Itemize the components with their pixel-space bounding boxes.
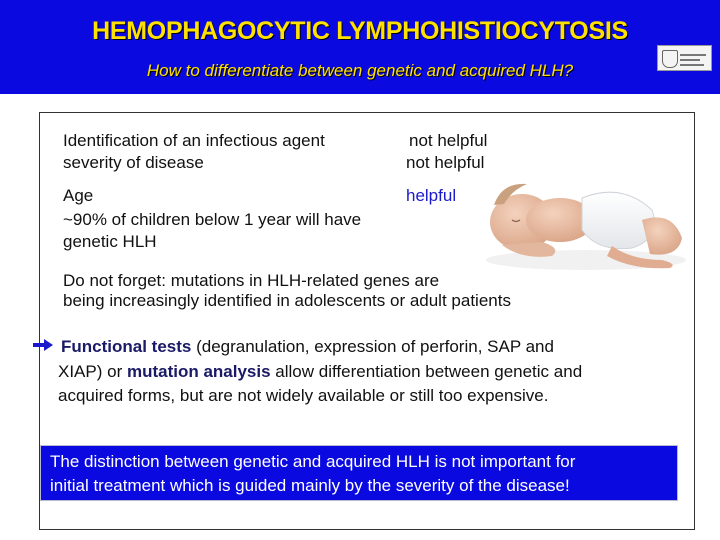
arrow-right-icon bbox=[33, 339, 53, 351]
tests-text: (degranulation, expression of perforin, SAP and bbox=[191, 337, 554, 356]
slide-title: HEMOPHAGOCYTIC LYMPHOHISTIOCYTOSIS bbox=[92, 17, 628, 45]
criterion-label: Age bbox=[63, 186, 94, 205]
tests-line-3: acquired forms, but are not widely available or still too expensive. bbox=[58, 386, 549, 405]
functional-tests-term: Functional tests bbox=[61, 337, 192, 356]
age-note-line: ~90% of children below 1 year will have bbox=[63, 210, 362, 229]
criterion-verdict: not helpful bbox=[409, 131, 488, 150]
callout-line: The distinction between genetic and acquired HLH is not important for bbox=[50, 452, 576, 471]
sleeping-baby-photo bbox=[482, 160, 690, 272]
criterion-verdict: not helpful bbox=[406, 153, 485, 172]
criterion-label: Identification of an infectious agent bbox=[63, 131, 325, 150]
tests-text: allow differentiation between genetic and bbox=[270, 362, 583, 381]
reminder-line: Do not forget: mutations in HLH-related genes are bbox=[63, 271, 440, 290]
callout-line: initial treatment which is guided mainly by the severity of the disease! bbox=[50, 476, 570, 495]
tests-line-2 bbox=[58, 361, 582, 383]
reminder-line: being increasingly identified in adolescents or adult patients bbox=[63, 291, 511, 310]
university-seal-icon bbox=[657, 45, 712, 71]
slide-header bbox=[0, 0, 720, 94]
slide-subtitle: How to differentiate between genetic and acquired HLH? bbox=[146, 61, 574, 80]
tests-text: XIAP) or bbox=[58, 362, 127, 381]
tests-line-1 bbox=[61, 336, 554, 358]
callout-box bbox=[40, 445, 678, 501]
mutation-analysis-term: mutation analysis bbox=[126, 362, 271, 381]
age-note-line: genetic HLH bbox=[63, 232, 157, 251]
criterion-verdict-helpful: helpful bbox=[406, 186, 457, 205]
criterion-label: severity of disease bbox=[63, 153, 204, 172]
